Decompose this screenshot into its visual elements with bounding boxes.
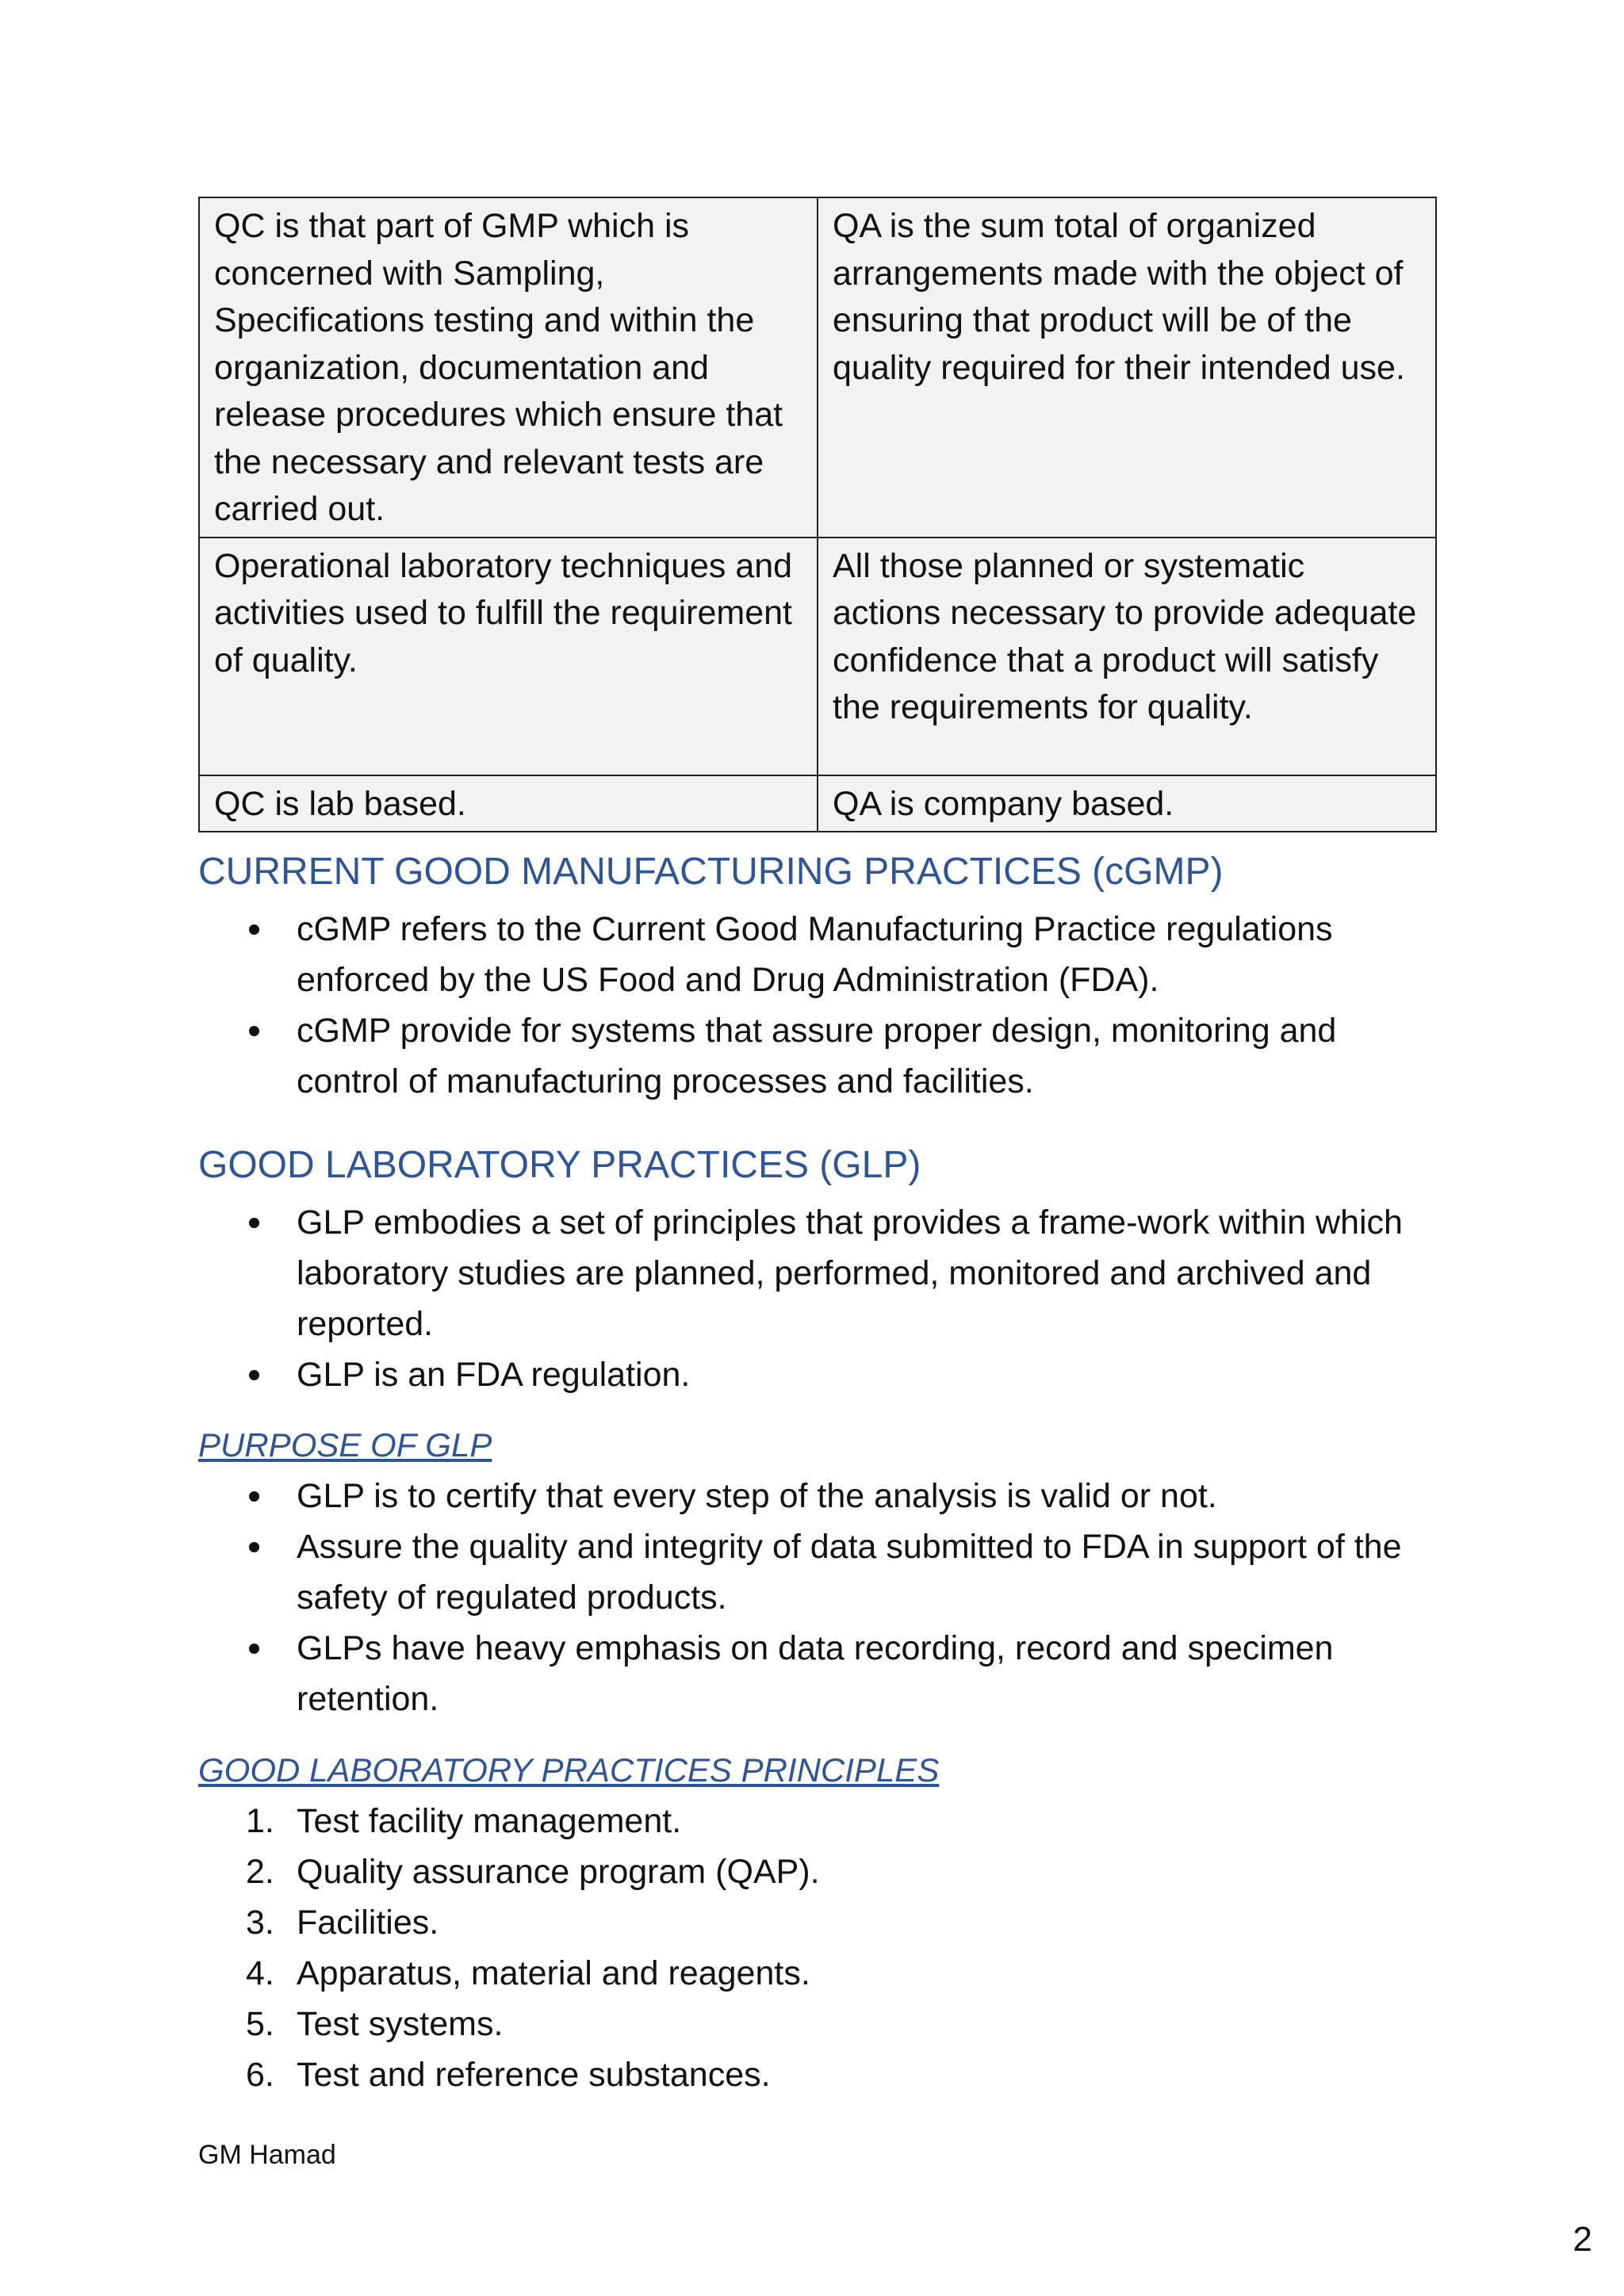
page-number: 2: [1572, 2220, 1592, 2259]
bullet-icon: [249, 1026, 259, 1036]
qc-qa-comparison-table: [198, 197, 1437, 832]
bullet-icon: [249, 1644, 259, 1654]
list-item-text: cGMP provide for systems that assure proper design, monitoring and control of manufacturing processes and facilities.: [297, 1012, 1337, 1100]
list-item: [238, 1796, 1427, 1846]
glp-bullet-list: [238, 1197, 1427, 1400]
list-item: [238, 1948, 1427, 1999]
list-item-text: GLP is to certify that every step of the analysis is valid or not.: [297, 1477, 1217, 1515]
bullet-icon: [249, 1542, 259, 1552]
footer-author: GM Hamad: [198, 2140, 336, 2170]
list-item: [238, 1846, 1427, 1897]
list-item-text: Assure the quality and integrity of data submitted to FDA in support of the safety of regulated products.: [297, 1528, 1402, 1617]
list-item-text: GLP is an FDA regulation.: [297, 1356, 691, 1394]
list-item-text: Apparatus, material and reagents.: [297, 1954, 810, 1992]
list-number: 6.: [246, 2056, 274, 2094]
list-item-text: cGMP refers to the Current Good Manufacturing Practice regulations enforced by the US Food and Drug Administration (FDA).: [297, 910, 1333, 999]
qa-cell: All those planned or systematic actions necessary to provide adequate confidence that a product will satisfy the requirements for quality.: [818, 538, 1436, 775]
qc-cell: QC is lab based.: [199, 775, 818, 832]
list-item: [238, 1005, 1427, 1107]
list-item: [238, 1999, 1427, 2049]
list-item-text: GLPs have heavy emphasis on data recording, record and specimen retention.: [297, 1629, 1334, 1718]
cgmp-bullet-list: [238, 904, 1427, 1107]
glp-principles-heading: GOOD LABORATORY PRACTICES PRINCIPLES: [198, 1751, 940, 1789]
table-row: [199, 538, 1436, 775]
bullet-icon: [249, 924, 259, 935]
list-item: [238, 1897, 1427, 1948]
table-row: [199, 775, 1436, 832]
list-item-text: Quality assurance program (QAP).: [297, 1853, 820, 1891]
list-item: [238, 1521, 1427, 1623]
list-item: [238, 1349, 1427, 1400]
list-number: 4.: [246, 1954, 274, 1992]
list-number: 1.: [246, 1802, 274, 1840]
list-item: [238, 2049, 1427, 2100]
list-number: 3.: [246, 1904, 274, 1942]
list-item-text: Test facility management.: [297, 1802, 682, 1840]
purpose-of-glp-heading: PURPOSE OF GLP: [198, 1426, 492, 1464]
bullet-icon: [249, 1491, 259, 1502]
list-item: [238, 904, 1427, 1005]
list-number: 5.: [246, 2005, 274, 2043]
qa-cell: QA is the sum total of organized arrangements made with the object of ensuring that product will be of the quality required for their intended use.: [818, 197, 1436, 538]
list-item: [238, 1623, 1427, 1724]
qa-cell: QA is company based.: [818, 775, 1436, 832]
list-item-text: Test and reference substances.: [297, 2056, 771, 2094]
bullet-icon: [249, 1218, 259, 1228]
list-item: [238, 1197, 1427, 1349]
qc-cell: Operational laboratory techniques and activities used to fulfill the requirement of quality.: [199, 538, 818, 775]
purpose-bullet-list: [238, 1471, 1427, 1724]
table-row: [199, 197, 1436, 538]
bullet-icon: [249, 1370, 259, 1380]
qc-cell: QC is that part of GMP which is concerned with Sampling, Specifications testing and within the organization, documentation and release procedures which ensure that the necessary and relevant tests are carried out.: [199, 197, 818, 538]
cgmp-heading: CURRENT GOOD MANUFACTURING PRACTICES (cGMP): [198, 851, 1224, 893]
glp-heading: GOOD LABORATORY PRACTICES (GLP): [198, 1144, 921, 1186]
list-item: [238, 1471, 1427, 1521]
list-item-text: Facilities.: [297, 1904, 439, 1942]
principles-numbered-list: [238, 1796, 1427, 2100]
list-number: 2.: [246, 1853, 274, 1891]
list-item-text: Test systems.: [297, 2005, 504, 2043]
list-item-text: GLP embodies a set of principles that provides a frame-work within which laboratory studies are planned, performed, monitored and archived and reported.: [297, 1203, 1403, 1343]
